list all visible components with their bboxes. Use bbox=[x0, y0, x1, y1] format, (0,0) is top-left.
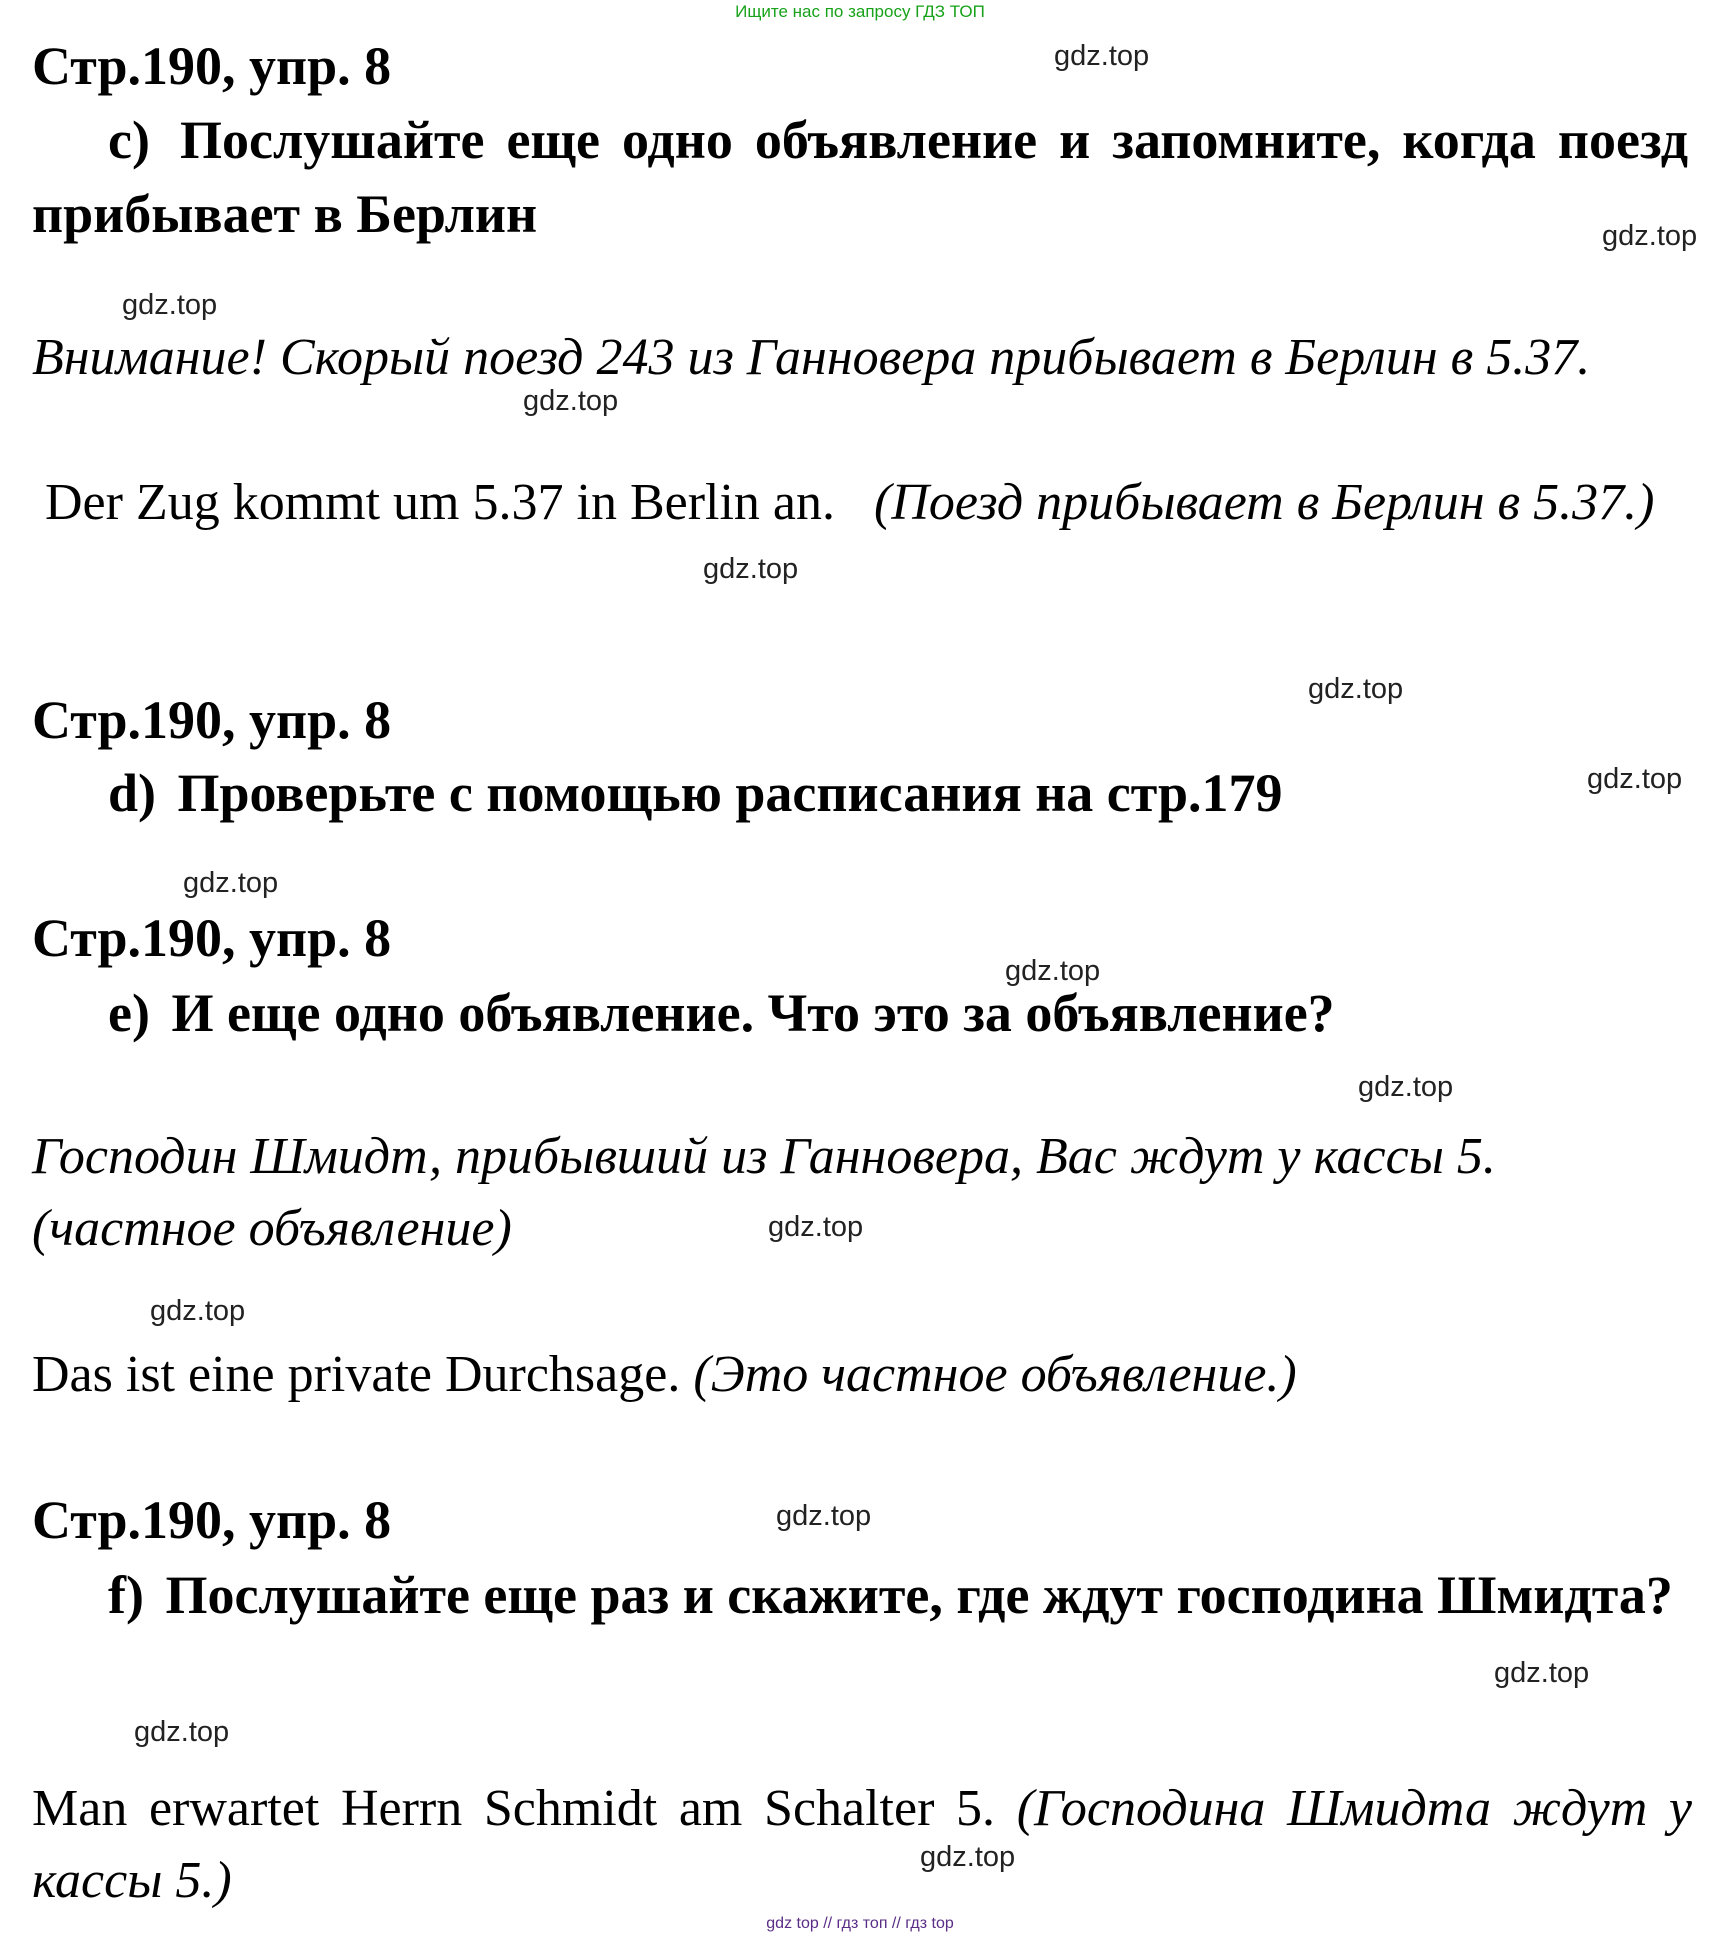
watermark: gdz.top bbox=[768, 1211, 864, 1243]
section-f-answer-de: Man erwartet Herrn Schmidt am Schalter 5. bbox=[32, 1780, 996, 1837]
section-c-answer-translation: (Поезд прибывает в Берлин в 5.37.) bbox=[874, 474, 1655, 531]
watermark: gdz.top bbox=[1602, 220, 1698, 252]
section-f-answer-translation: (Господина Шмидта ждут у кассы 5.) bbox=[32, 1780, 1692, 1909]
section-d-heading: Стр.190, упр. 8 bbox=[32, 690, 392, 750]
watermark: gdz.top bbox=[122, 289, 218, 321]
watermark: gdz.top bbox=[523, 385, 619, 417]
watermark: gdz.top bbox=[1005, 955, 1101, 987]
footer-links: gdz top // гдз топ // гдз top bbox=[766, 1915, 954, 1932]
watermark: gdz.top bbox=[1587, 763, 1683, 795]
watermark: gdz.top bbox=[183, 867, 279, 899]
task-text-c: Послушайте еще одно объявление и запомните, когда поезд прибывает в Берлин bbox=[32, 110, 1689, 244]
section-e-answer-translation: (Это частное объявление.) bbox=[693, 1346, 1297, 1403]
section-e-task bbox=[32, 976, 1688, 1050]
section-f-heading: Стр.190, упр. 8 bbox=[32, 1490, 392, 1550]
section-c-answer-de: Der Zug kommt um 5.37 in Berlin an. bbox=[45, 474, 836, 531]
task-text-f: Послушайте еще раз и скажите, где ждут господина Шмидта? bbox=[165, 1565, 1673, 1625]
section-e-answer-note: (частное объявление) bbox=[32, 1200, 512, 1257]
task-letter-d: d) bbox=[108, 763, 157, 823]
section-c-answer-ru: Внимание! Скорый поезд 243 из Ганновера прибывает в Берлин в 5.37. bbox=[32, 329, 1591, 386]
section-e-answer bbox=[32, 1339, 1692, 1411]
watermark: gdz.top bbox=[920, 1841, 1016, 1873]
section-e-heading: Стр.190, упр. 8 bbox=[32, 908, 392, 968]
watermark: gdz.top bbox=[1054, 40, 1150, 72]
watermark: gdz.top bbox=[1308, 673, 1404, 705]
task-letter-e: e) bbox=[108, 983, 150, 1043]
task-letter-c: c) bbox=[108, 110, 150, 170]
task-text-d: Проверьте с помощью расписания на стр.179 bbox=[177, 763, 1283, 823]
watermark: gdz.top bbox=[150, 1295, 246, 1327]
section-f-answer bbox=[32, 1773, 1692, 1917]
section-e-answer-de: Das ist eine private Durchsage. bbox=[32, 1346, 681, 1403]
watermark: gdz.top bbox=[703, 553, 799, 585]
top-banner: Ищите нас по запросу ГДЗ ТОП bbox=[735, 2, 985, 21]
task-text-e: И еще одно объявление. Что это за объявление? bbox=[171, 983, 1335, 1043]
section-d-task bbox=[32, 756, 1688, 830]
section-c-task bbox=[32, 103, 1688, 251]
section-c-heading: Стр.190, упр. 8 bbox=[32, 36, 392, 96]
task-letter-f: f) bbox=[108, 1565, 144, 1625]
section-e-answer-ru: Господин Шмидт, прибывший из Ганновера, Вас ждут у кассы 5. bbox=[32, 1128, 1496, 1185]
watermark: gdz.top bbox=[1494, 1657, 1590, 1689]
watermark: gdz.top bbox=[776, 1500, 872, 1532]
section-f-task bbox=[32, 1558, 1688, 1632]
section-c-answer bbox=[32, 467, 1692, 539]
watermark: gdz.top bbox=[134, 1716, 230, 1748]
watermark: gdz.top bbox=[1358, 1071, 1454, 1103]
